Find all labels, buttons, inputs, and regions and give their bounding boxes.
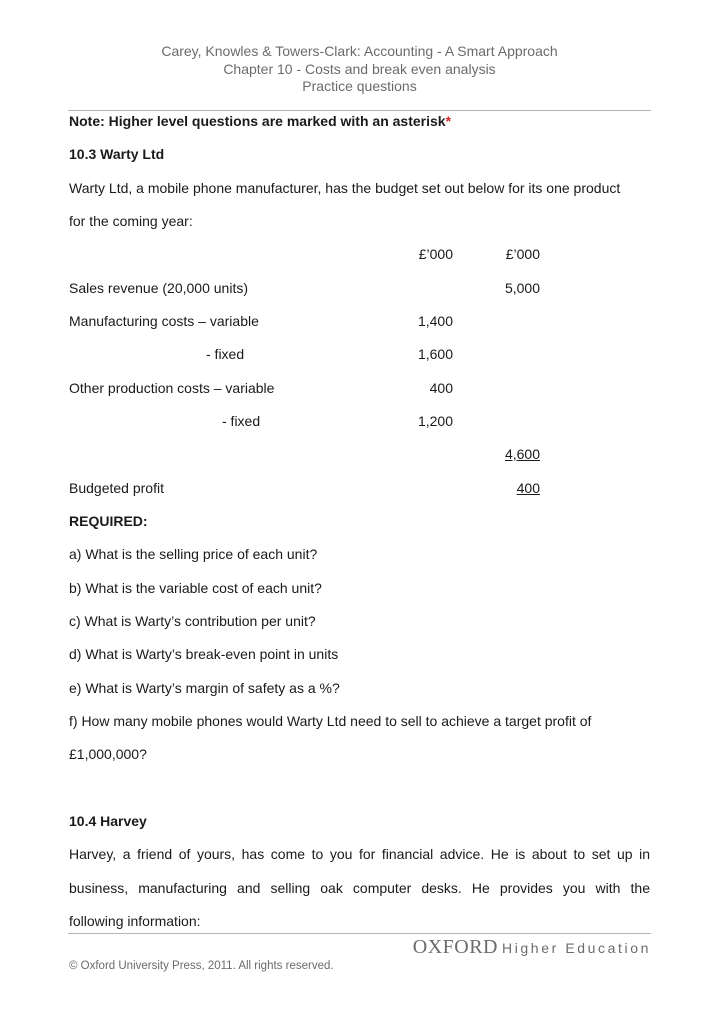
copyright-notice: © Oxford University Press, 2011. All rights reserved. (69, 960, 334, 972)
header-line-2: Chapter 10 - Costs and break even analysis (223, 61, 496, 77)
question-f-continued: £1,000,000? (69, 746, 147, 762)
question-c: c) What is Warty’s contribution per unit? (69, 613, 316, 629)
question-e: e) What is Warty’s margin of safety as a %? (69, 680, 340, 696)
column-1-heading: £’000 (418, 246, 453, 262)
note-text: Note: Higher level questions are marked with an asterisk (69, 113, 446, 129)
q104-line-1: Harvey, a friend of yours, has come to you for financial advice. He is about to set up in (69, 846, 650, 862)
budgeted-profit-value: 400 (516, 480, 540, 496)
question-a: a) What is the selling price of each unit? (69, 546, 318, 562)
note-asterisk: * (445, 113, 452, 129)
total-costs-value: 4,600 (504, 446, 540, 462)
budget-row-label: Sales revenue (20,000 units) (69, 280, 248, 296)
question-d: d) What is Warty’s break-even point in units (69, 646, 339, 662)
budget-row-value-2: 5,000 (504, 280, 540, 296)
header-line-3: Practice questions (302, 78, 417, 94)
header-line-1: Carey, Knowles & Towers-Clark: Accounting - A Smart Approach (161, 43, 558, 59)
oxford-logo (413, 936, 651, 959)
budget-row-label: Other production costs – variable (69, 380, 275, 396)
q104-line-3: following information: (69, 913, 201, 929)
q103-intro-line-1: Warty Ltd, a mobile phone manufacturer, has the budget set out below for its one product (69, 180, 621, 196)
q104-line-2: business, manufacturing and selling oak computer desks. He provides you with the (69, 880, 650, 896)
budget-row-value-1: 1,400 (417, 313, 453, 329)
question-title-10-4: 10.4 Harvey (69, 813, 147, 829)
question-f: f) How many mobile phones would Warty Ltd need to sell to achieve a target profit of (69, 713, 592, 729)
required-heading: REQUIRED: (69, 513, 148, 529)
logo-oxford-text: OXFORD (412, 936, 498, 958)
budget-row-label: - fixed (206, 346, 245, 362)
question-title-10-3: 10.3 Warty Ltd (69, 146, 165, 162)
budget-row-label: Manufacturing costs – variable (69, 313, 259, 329)
budget-row-value-1: 1,600 (417, 346, 453, 362)
budget-row-label: - fixed (222, 413, 261, 429)
header-divider (68, 110, 651, 111)
budget-row-value-1: 1,200 (417, 413, 453, 429)
logo-higher-education-text: Higher Education (502, 940, 651, 956)
column-2-heading: £’000 (505, 246, 540, 262)
budget-row-value-1: 400 (429, 380, 453, 396)
footer-divider (68, 933, 651, 934)
budget-row-label: Budgeted profit (69, 480, 164, 496)
q103-intro-line-2: for the coming year: (69, 213, 193, 229)
question-b: b) What is the variable cost of each unit? (69, 580, 322, 596)
note (69, 113, 451, 130)
